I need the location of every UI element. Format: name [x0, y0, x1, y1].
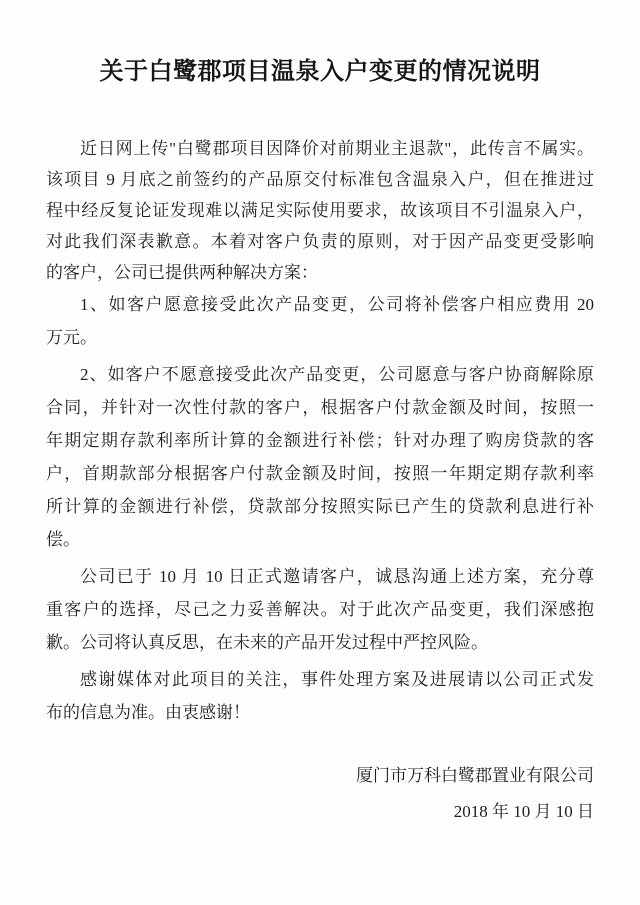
body-line: 近日网上传"白鹭郡项目因降价对前期业主退款"，此传言不属实。	[80, 139, 594, 158]
body-line: 程中经反复论证发现难以满足实际使用要求，故该项目不引温泉入户，	[46, 201, 594, 220]
body-line: 感谢媒体对此项目的关注，事件处理方案及进展请以公司正式发	[80, 670, 594, 689]
body-line: 1、如客户愿意接受此次产品变更，公司将补偿客户相应费用 20	[80, 295, 594, 314]
body-line: 公司已于 10 月 10 日正式邀请客户，诚恳沟通上述方案，充分尊	[80, 567, 594, 586]
body-line: 布的信息为准。由衷感谢！	[46, 703, 250, 722]
body-line: 万元。	[46, 328, 97, 347]
body-line: 偿。	[46, 530, 80, 549]
body-line: 歉。公司将认真反思，在未来的产品开发过程中严控风险。	[46, 633, 488, 652]
signature-block	[46, 759, 594, 828]
signature-company: 厦门市万科白鹭郡置业有限公司	[356, 766, 594, 785]
body-line: 的客户，公司已提供两种解决方案：	[46, 263, 318, 282]
body-line: 该项目 9 月底之前签约的产品原交付标准包含温泉入户，但在推进过	[46, 170, 594, 189]
body-line: 年期定期存款利率所计算的金额进行补偿；针对办理了购房贷款的客	[46, 431, 594, 450]
paragraph	[46, 133, 594, 288]
document-body	[46, 133, 594, 729]
paragraph	[46, 560, 594, 659]
body-line: 合同，并针对一次性付款的客户，根据客户付款金额及时间，按照一	[46, 398, 594, 417]
paragraph	[46, 358, 594, 556]
body-line: 重客户的选择，尽己之力妥善解决。对于此次产品变更，我们深感抱	[46, 600, 594, 619]
document-title: 关于白鹭郡项目温泉入户变更的情况说明	[99, 58, 541, 85]
paragraph	[46, 288, 594, 354]
body-line: 所计算的金额进行补偿，贷款部分按照实际已产生的贷款利息进行补	[46, 497, 594, 516]
signature-date: 2018 年 10 月 10 日	[453, 802, 594, 821]
body-line: 2、如客户不愿意接受此次产品变更，公司愿意与客户协商解除原	[80, 365, 594, 384]
body-line: 户，首期款部分根据客户付款金额及时间，按照一年期定期存款利率	[46, 464, 594, 483]
paragraph	[46, 663, 594, 729]
body-line: 对此我们深表歉意。本着对客户负责的原则，对于因产品变更受影响	[46, 232, 594, 251]
